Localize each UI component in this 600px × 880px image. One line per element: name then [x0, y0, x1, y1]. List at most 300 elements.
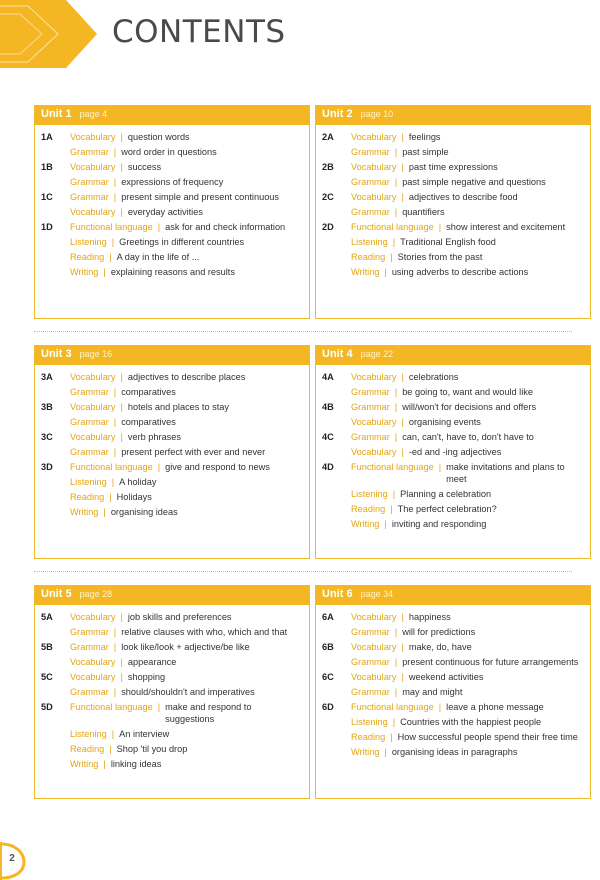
- contents-row: [322, 236, 584, 248]
- separator-bar: |: [394, 206, 398, 217]
- separator-bar: |: [120, 431, 123, 442]
- skill-category: Grammar: [70, 386, 109, 397]
- unit-page-ref: page 28: [79, 589, 113, 599]
- lesson-topic: A day in the life of ...: [116, 251, 200, 262]
- lesson-code: 1A: [41, 131, 53, 142]
- lesson-code: [41, 236, 70, 248]
- lesson-topic: will/won't for decisions and offers: [402, 401, 537, 412]
- contents-row: [322, 131, 584, 143]
- lesson-code: [41, 266, 70, 278]
- separator-bar: |: [401, 671, 404, 682]
- separator-bar: |: [392, 236, 396, 247]
- contents-row: [322, 716, 584, 728]
- lesson-code: [322, 416, 351, 428]
- lesson-topic: success: [127, 161, 162, 172]
- contents-row: [322, 371, 584, 383]
- separator-bar: |: [113, 626, 117, 637]
- contents-row: [41, 236, 303, 248]
- contents-row: [322, 266, 584, 278]
- contents-row: [322, 161, 584, 173]
- contents-row: [41, 626, 303, 638]
- contents-row: [322, 191, 584, 203]
- contents-row: [322, 431, 584, 443]
- skill-category: Vocabulary: [351, 611, 397, 622]
- skill-category: Vocabulary: [70, 161, 116, 172]
- skill-category: Grammar: [351, 146, 390, 157]
- contents-row: [322, 731, 584, 743]
- lesson-topic: Countries with the happiest people: [400, 716, 542, 727]
- lesson-code: [322, 686, 351, 698]
- separator-bar: |: [109, 251, 112, 262]
- skill-category: Listening: [351, 716, 388, 727]
- contents-row: [41, 371, 303, 383]
- separator-bar: |: [120, 671, 123, 682]
- unit-box-6: [315, 585, 591, 799]
- lesson-topic: should/shouldn't and imperatives: [121, 686, 255, 697]
- skill-category: Listening: [70, 236, 107, 247]
- separator-bar: |: [401, 191, 404, 202]
- contents-row: [41, 656, 303, 668]
- unit-rows: [35, 365, 309, 522]
- lesson-code: 4C: [322, 431, 334, 442]
- lesson-code: [41, 758, 70, 770]
- separator-bar: |: [113, 686, 117, 697]
- lesson-code: [41, 146, 70, 158]
- lesson-topic: quantifiers: [402, 206, 445, 217]
- contents-row: [322, 386, 584, 398]
- lesson-code: 2A: [322, 131, 334, 142]
- lesson-topic: organising ideas: [110, 506, 178, 517]
- lesson-topic: Shop 'til you drop: [116, 744, 188, 754]
- lesson-code: 3A: [41, 371, 53, 382]
- contents-row: [41, 416, 303, 428]
- separator-bar: |: [120, 371, 123, 382]
- lesson-topic: appearance: [127, 656, 177, 667]
- contents-row: [322, 686, 584, 698]
- unit-rows: [316, 125, 590, 282]
- skill-category: Vocabulary: [351, 446, 397, 457]
- separator-bar: |: [113, 191, 117, 202]
- contents-row: [41, 701, 303, 725]
- skill-category: Functional language: [70, 221, 153, 232]
- skill-category: Reading: [70, 744, 105, 754]
- lesson-code: [41, 743, 70, 755]
- separator-bar: |: [401, 611, 404, 622]
- lesson-topic: shopping: [127, 671, 166, 682]
- skill-category: Writing: [351, 266, 380, 277]
- contents-row: [41, 401, 303, 413]
- unit-header: [316, 586, 590, 605]
- lesson-topic: linking ideas: [110, 759, 162, 769]
- skill-category: Grammar: [351, 176, 390, 187]
- unit-box-3: [34, 345, 310, 559]
- lesson-topic: relative clauses with who, which and that: [121, 626, 288, 637]
- unit-rows: [35, 605, 309, 774]
- lesson-code: [322, 503, 351, 515]
- separator-bar: |: [384, 266, 387, 277]
- contents-row: [41, 476, 303, 488]
- separator-bar: |: [120, 206, 123, 217]
- separator-bar: |: [390, 504, 393, 514]
- contents-row: [322, 488, 584, 500]
- chevron-arrow-icon: [0, 0, 100, 70]
- contents-row: [41, 206, 303, 218]
- skill-category: Grammar: [70, 641, 109, 652]
- lesson-code: 5C: [41, 671, 53, 682]
- skill-category: Grammar: [70, 626, 109, 637]
- lesson-code: [322, 626, 351, 638]
- separator-bar: |: [120, 656, 123, 667]
- skill-category: Vocabulary: [70, 371, 116, 382]
- unit-rows: [316, 605, 590, 762]
- skill-category: Functional language: [351, 461, 434, 472]
- lesson-code: 6D: [322, 701, 334, 712]
- lesson-code: 6A: [322, 611, 334, 622]
- lesson-code: 3D: [41, 461, 53, 472]
- lesson-code: 1D: [41, 221, 53, 232]
- lesson-topic: The perfect celebration?: [397, 504, 497, 514]
- contents-row: [41, 191, 303, 203]
- contents-row: [41, 686, 303, 698]
- separator-bar: |: [157, 461, 161, 472]
- separator-bar: |: [394, 431, 398, 442]
- lesson-code: [41, 176, 70, 188]
- lesson-topic: Holidays: [116, 491, 152, 502]
- lesson-code: [322, 446, 351, 458]
- separator-bar: |: [438, 221, 442, 232]
- unit-box-2: [315, 105, 591, 319]
- unit-box-5: [34, 585, 310, 799]
- separator-bar: |: [109, 491, 112, 502]
- skill-category: Grammar: [351, 206, 390, 217]
- lesson-topic: show interest and excitement: [446, 221, 566, 232]
- skill-category: Functional language: [70, 701, 153, 712]
- skill-category: Vocabulary: [70, 206, 116, 217]
- unit-header: [35, 346, 309, 365]
- skill-category: Grammar: [351, 386, 390, 397]
- lesson-code: [41, 506, 70, 518]
- separator-bar: |: [111, 236, 115, 247]
- separator-bar: |: [392, 716, 396, 727]
- lesson-code: 3B: [41, 401, 53, 412]
- unit-box-4: [315, 345, 591, 559]
- contents-row: [41, 728, 303, 740]
- lesson-code: 1B: [41, 161, 53, 172]
- lesson-code: [322, 251, 351, 263]
- lesson-topic: job skills and preferences: [127, 611, 232, 622]
- skill-category: Reading: [351, 251, 386, 262]
- lesson-topic: -ed and -ing adjectives: [408, 446, 502, 457]
- separator-bar: |: [390, 731, 393, 742]
- lesson-code: [41, 206, 70, 218]
- lesson-topic: present simple and present continuous: [121, 191, 280, 202]
- lesson-topic: Greetings in different countries: [119, 236, 245, 247]
- skill-category: Writing: [70, 506, 99, 517]
- unit-header: [316, 106, 590, 125]
- skill-category: Functional language: [70, 461, 153, 472]
- separator-bar: |: [401, 641, 404, 652]
- separator-bar: |: [438, 701, 442, 712]
- skill-category: Vocabulary: [351, 641, 397, 652]
- lesson-topic: inviting and responding: [391, 519, 487, 529]
- lesson-code: 6B: [322, 641, 334, 652]
- skill-category: Vocabulary: [70, 431, 116, 442]
- skill-category: Grammar: [351, 656, 390, 667]
- separator-bar: |: [394, 176, 398, 187]
- lesson-code: 4B: [322, 401, 334, 412]
- skill-category: Grammar: [70, 416, 109, 427]
- lesson-code: [41, 416, 70, 428]
- lesson-code: 5B: [41, 641, 53, 652]
- skill-category: Functional language: [351, 221, 434, 232]
- contents-row: [41, 506, 303, 518]
- lesson-topic: organising events: [408, 416, 481, 427]
- skill-category: Listening: [351, 489, 388, 499]
- lesson-code: 2B: [322, 161, 334, 172]
- lesson-topic: verb phrases: [127, 431, 181, 442]
- lesson-code: [41, 656, 70, 668]
- lesson-code: 6C: [322, 671, 334, 682]
- skill-category: Listening: [70, 476, 107, 487]
- contents-row: [41, 758, 303, 770]
- unit-header: [316, 346, 590, 365]
- lesson-code: [41, 728, 70, 740]
- separator-bar: |: [392, 489, 396, 499]
- lesson-topic: past simple: [402, 146, 449, 157]
- separator-bar: |: [394, 386, 398, 397]
- separator-bar: |: [394, 686, 398, 697]
- skill-category: Vocabulary: [70, 671, 116, 682]
- separator-bar: |: [394, 656, 398, 667]
- unit-page-ref: page 34: [360, 589, 394, 599]
- lesson-code: 5A: [41, 611, 53, 622]
- lesson-topic: ask for and check information: [165, 221, 286, 232]
- lesson-topic: make and respond to suggestions: [165, 701, 252, 724]
- skill-category: Vocabulary: [70, 401, 116, 412]
- skill-category: Vocabulary: [351, 161, 397, 172]
- lesson-topic: question words: [127, 131, 190, 142]
- separator-bar: |: [113, 416, 117, 427]
- separator-bar: |: [111, 476, 115, 487]
- separator-bar: |: [394, 146, 398, 157]
- lesson-code: [41, 491, 70, 503]
- lesson-topic: using adverbs to describe actions: [391, 266, 529, 277]
- separator-bar: |: [113, 386, 117, 397]
- separator-bar: |: [401, 161, 404, 172]
- lesson-topic: feelings: [408, 131, 441, 142]
- lesson-code: 5D: [41, 701, 53, 712]
- separator-bar: |: [103, 506, 106, 517]
- lesson-code: [322, 266, 351, 278]
- skill-category: Writing: [70, 759, 99, 769]
- lesson-code: 2D: [322, 221, 334, 232]
- contents-row: [322, 251, 584, 263]
- skill-category: Grammar: [70, 446, 109, 457]
- lesson-code: 3C: [41, 431, 53, 442]
- separator-bar: |: [103, 759, 106, 769]
- contents-row: [322, 518, 584, 530]
- contents-row: [41, 641, 303, 653]
- contents-row: [322, 656, 584, 668]
- contents-row: [41, 461, 303, 473]
- lesson-topic: Traditional English food: [400, 236, 496, 247]
- skill-category: Writing: [351, 519, 380, 529]
- separator-bar: |: [157, 701, 161, 712]
- contents-row: [41, 161, 303, 173]
- unit-title: Unit 3: [41, 348, 72, 360]
- contents-row: [322, 746, 584, 758]
- contents-row: [322, 701, 584, 713]
- unit-title: Unit 6: [322, 588, 353, 600]
- contents-row: [41, 266, 303, 278]
- section-divider: [34, 331, 572, 332]
- lesson-topic: weekend activities: [408, 671, 484, 682]
- skill-category: Reading: [351, 504, 386, 514]
- skill-category: Reading: [70, 491, 105, 502]
- lesson-code: 4A: [322, 371, 334, 382]
- skill-category: Listening: [351, 236, 388, 247]
- separator-bar: |: [390, 251, 393, 262]
- lesson-topic: organising ideas in paragraphs: [391, 746, 518, 757]
- contents-row: [41, 431, 303, 443]
- contents-row: [41, 251, 303, 263]
- lesson-topic: make, do, have: [408, 641, 472, 652]
- lesson-topic: will for predictions: [402, 626, 476, 637]
- contents-row: [41, 176, 303, 188]
- skill-category: Vocabulary: [351, 371, 397, 382]
- lesson-topic: can, can't, have to, don't have to: [402, 431, 534, 442]
- lesson-code: [41, 686, 70, 698]
- skill-category: Vocabulary: [70, 611, 116, 622]
- lesson-topic: comparatives: [121, 386, 176, 397]
- lesson-code: [322, 716, 351, 728]
- lesson-topic: A holiday: [119, 476, 157, 487]
- lesson-code: [41, 626, 70, 638]
- lesson-topic: present continuous for future arrangements: [402, 656, 579, 667]
- skill-category: Grammar: [70, 146, 109, 157]
- unit-header: [35, 106, 309, 125]
- contents-row: [322, 671, 584, 683]
- contents-row: [41, 146, 303, 158]
- skill-category: Grammar: [351, 626, 390, 637]
- lesson-topic: give and respond to news: [165, 461, 270, 472]
- unit-title: Unit 1: [41, 108, 72, 120]
- lesson-topic: expressions of frequency: [121, 176, 224, 187]
- skill-category: Vocabulary: [351, 416, 397, 427]
- lesson-code: [41, 386, 70, 398]
- skill-category: Grammar: [70, 176, 109, 187]
- skill-category: Writing: [70, 266, 99, 277]
- skill-category: Listening: [70, 729, 107, 739]
- skill-category: Grammar: [70, 191, 109, 202]
- skill-category: Writing: [351, 746, 380, 757]
- lesson-topic: Planning a celebration: [400, 489, 492, 499]
- separator-bar: |: [113, 641, 117, 652]
- contents-row: [322, 461, 584, 485]
- contents-row: [322, 503, 584, 515]
- separator-bar: |: [120, 131, 123, 142]
- page-number: 2: [9, 853, 15, 864]
- skill-category: Functional language: [351, 701, 434, 712]
- contents-row: [41, 131, 303, 143]
- unit-page-ref: page 22: [360, 349, 394, 359]
- skill-category: Vocabulary: [351, 191, 397, 202]
- unit-header: [35, 586, 309, 605]
- skill-category: Grammar: [351, 431, 390, 442]
- unit-title: Unit 5: [41, 588, 72, 600]
- lesson-topic: happiness: [408, 611, 451, 622]
- separator-bar: |: [120, 401, 123, 412]
- lesson-topic: Stories from the past: [397, 251, 483, 262]
- unit-page-ref: page 10: [360, 109, 394, 119]
- contents-row: [322, 146, 584, 158]
- contents-row: [41, 743, 303, 755]
- lesson-code: [322, 518, 351, 530]
- lesson-code: 1C: [41, 191, 53, 202]
- contents-row: [322, 401, 584, 413]
- contents-row: [41, 386, 303, 398]
- unit-title: Unit 2: [322, 108, 353, 120]
- lesson-topic: adjectives to describe food: [408, 191, 518, 202]
- separator-bar: |: [120, 611, 123, 622]
- lesson-code: [322, 176, 351, 188]
- lesson-topic: word order in questions: [121, 146, 217, 157]
- lesson-code: [322, 731, 351, 743]
- lesson-code: 2C: [322, 191, 334, 202]
- contents-row: [322, 206, 584, 218]
- separator-bar: |: [394, 626, 398, 637]
- contents-row: [322, 611, 584, 623]
- lesson-topic: celebrations: [408, 371, 459, 382]
- separator-bar: |: [111, 729, 115, 739]
- separator-bar: |: [401, 131, 404, 142]
- unit-page-ref: page 16: [79, 349, 113, 359]
- skill-category: Vocabulary: [351, 671, 397, 682]
- lesson-topic: everyday activities: [127, 206, 203, 217]
- contents-row: [322, 641, 584, 653]
- skill-category: Grammar: [70, 686, 109, 697]
- separator-bar: |: [438, 461, 442, 472]
- lesson-code: [322, 656, 351, 668]
- skill-category: Vocabulary: [70, 656, 116, 667]
- lesson-topic: past simple negative and questions: [402, 176, 546, 187]
- lesson-code: 4D: [322, 461, 334, 472]
- skill-category: Reading: [351, 731, 386, 742]
- lesson-topic: past time expressions: [408, 161, 498, 172]
- contents-row: [322, 176, 584, 188]
- lesson-topic: hotels and places to stay: [127, 401, 229, 412]
- separator-bar: |: [401, 371, 404, 382]
- unit-page-ref: page 4: [79, 109, 108, 119]
- separator-bar: |: [109, 744, 112, 754]
- contents-row: [41, 611, 303, 623]
- lesson-topic: leave a phone message: [446, 701, 544, 712]
- contents-row: [41, 221, 303, 233]
- lesson-code: [322, 206, 351, 218]
- separator-bar: |: [394, 401, 398, 412]
- unit-rows: [316, 365, 590, 534]
- contents-row: [322, 221, 584, 233]
- lesson-code: [322, 746, 351, 758]
- separator-bar: |: [401, 446, 404, 457]
- skill-category: Grammar: [351, 401, 390, 412]
- contents-row: [41, 671, 303, 683]
- skill-category: Grammar: [351, 686, 390, 697]
- contents-row: [322, 416, 584, 428]
- page-title: CONTENTS: [112, 14, 286, 50]
- lesson-topic: How successful people spend their free time: [397, 731, 578, 742]
- lesson-topic: explaining reasons and results: [110, 266, 235, 277]
